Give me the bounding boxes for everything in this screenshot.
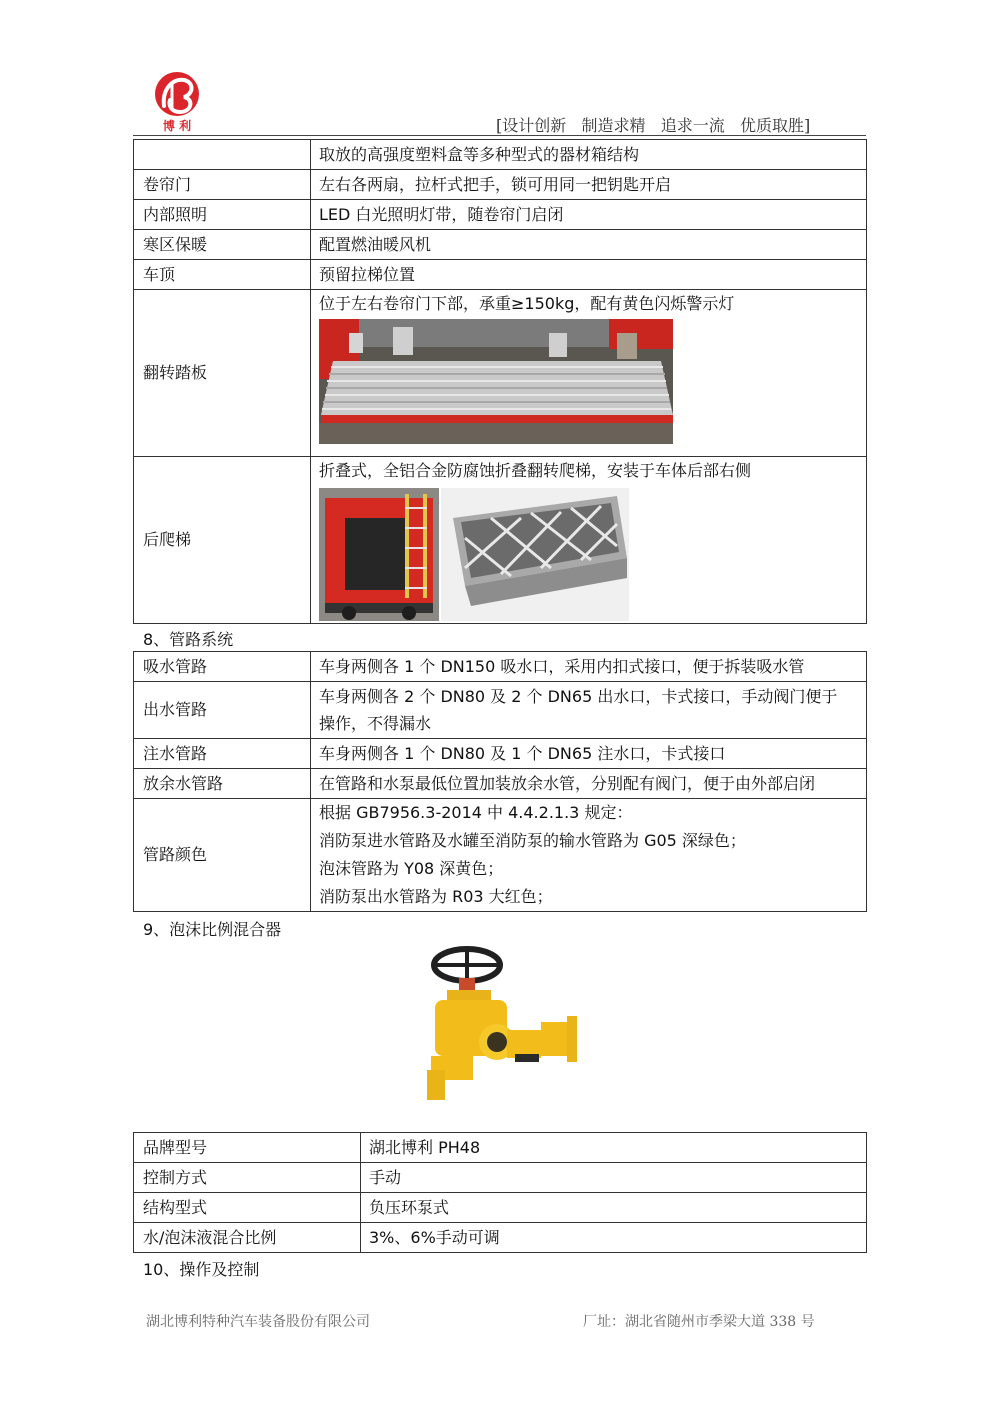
row-value: 左右各两扇，拉杆式把手，锁可用同一把钥匙开启 bbox=[311, 170, 867, 200]
table-row bbox=[134, 1223, 867, 1253]
table-row bbox=[134, 652, 867, 682]
row-value-cell bbox=[311, 682, 867, 739]
logo-text: 博 利 bbox=[162, 119, 192, 133]
row-value: 折叠式，全铝合金防腐蚀折叠翻转爬梯，安装于车体后部右侧 bbox=[319, 461, 752, 480]
table-row bbox=[134, 170, 867, 200]
row-value-line: 消防泵出水管路为 R03 大红色； bbox=[319, 887, 553, 906]
row-key: 出水管路 bbox=[134, 682, 311, 739]
row-key: 内部照明 bbox=[134, 200, 311, 230]
table-row bbox=[134, 1193, 867, 1223]
row-value: 取放的高强度塑料盒等多种型式的器材箱结构 bbox=[311, 140, 867, 170]
row-key bbox=[134, 140, 311, 170]
row-key: 管路颜色 bbox=[134, 799, 311, 912]
row-key: 卷帘门 bbox=[134, 170, 311, 200]
slogan: [设计创新 制造求精 追求一流 优质取胜] bbox=[496, 116, 811, 135]
row-value-line: 消防泵进水管路及水罐至消防泵的输水管路为 G05 深绿色； bbox=[319, 831, 746, 850]
row-key: 结构型式 bbox=[134, 1193, 361, 1223]
row-key: 车顶 bbox=[134, 260, 311, 290]
row-value-cell bbox=[311, 290, 867, 457]
row-value-line: 根据 GB7956.3-2014 中 4.4.2.1.3 规定： bbox=[319, 803, 633, 822]
row-value-line: 操作，不得漏水 bbox=[319, 714, 432, 733]
company-logo bbox=[150, 70, 204, 134]
row-value: 位于左右卷帘门下部，承重≥150kg，配有黄色闪烁警示灯 bbox=[319, 294, 735, 313]
row-value: 手动 bbox=[361, 1163, 867, 1193]
foam-proportioner-photo bbox=[417, 944, 587, 1102]
section-title-foam-mixer: 9、泡沫比例混合器 bbox=[143, 920, 282, 939]
footer-address: 厂址：湖北省随州市季梁大道 338 号 bbox=[583, 1314, 815, 1330]
row-key: 放余水管路 bbox=[134, 769, 311, 799]
row-key: 控制方式 bbox=[134, 1163, 361, 1193]
table-row bbox=[134, 799, 867, 912]
ladder-photos bbox=[319, 488, 858, 621]
row-key: 后爬梯 bbox=[134, 457, 311, 624]
section-title-operation: 10、操作及控制 bbox=[143, 1260, 260, 1279]
foam-mixer-table bbox=[133, 1132, 867, 1253]
table-row bbox=[134, 1163, 867, 1193]
row-value: 湖北博利 PH48 bbox=[361, 1133, 867, 1163]
row-key: 水/泡沫液混合比例 bbox=[134, 1223, 361, 1253]
ladder-step-photo bbox=[441, 488, 629, 621]
footer-company: 湖北博利特种汽车装备股份有限公司 bbox=[146, 1314, 370, 1330]
row-value: 预留拉梯位置 bbox=[311, 260, 867, 290]
row-key: 翻转踏板 bbox=[134, 290, 311, 457]
equipment-box-table bbox=[133, 139, 867, 624]
row-key: 注水管路 bbox=[134, 739, 311, 769]
table-row bbox=[134, 682, 867, 739]
table-row bbox=[134, 200, 867, 230]
section-title-pipeline: 8、管路系统 bbox=[143, 630, 234, 649]
row-value: 车身两侧各 1 个 DN150 吸水口，采用内扣式接口，便于拆装吸水管 bbox=[311, 652, 867, 682]
header-divider bbox=[133, 135, 866, 136]
row-value-line: 车身两侧各 2 个 DN80 及 2 个 DN65 出水口，卡式接口，手动阀门便于 bbox=[319, 687, 838, 706]
row-value-cell bbox=[311, 457, 867, 624]
row-value: 配置燃油暖风机 bbox=[311, 230, 867, 260]
row-value-line: 泡沫管路为 Y08 深黄色； bbox=[319, 859, 504, 878]
table-row bbox=[134, 140, 867, 170]
row-value: 3%、6%手动可调 bbox=[361, 1223, 867, 1253]
step-board-photo bbox=[319, 319, 673, 444]
table-row bbox=[134, 290, 867, 457]
pipeline-table bbox=[133, 651, 867, 912]
row-value: LED 白光照明灯带，随卷帘门启闭 bbox=[311, 200, 867, 230]
table-row bbox=[134, 1133, 867, 1163]
row-key: 寒区保暖 bbox=[134, 230, 311, 260]
table-row bbox=[134, 457, 867, 624]
table-row bbox=[134, 769, 867, 799]
table-row bbox=[134, 739, 867, 769]
row-key: 吸水管路 bbox=[134, 652, 311, 682]
table-row bbox=[134, 260, 867, 290]
row-value: 车身两侧各 1 个 DN80 及 1 个 DN65 注水口，卡式接口 bbox=[311, 739, 867, 769]
row-key: 品牌型号 bbox=[134, 1133, 361, 1163]
row-value: 在管路和水泵最低位置加装放余水管，分别配有阀门，便于由外部启闭 bbox=[311, 769, 867, 799]
rear-ladder-photo bbox=[319, 488, 439, 621]
table-row bbox=[134, 230, 867, 260]
row-value: 负压环泵式 bbox=[361, 1193, 867, 1223]
row-value-cell bbox=[311, 799, 867, 912]
